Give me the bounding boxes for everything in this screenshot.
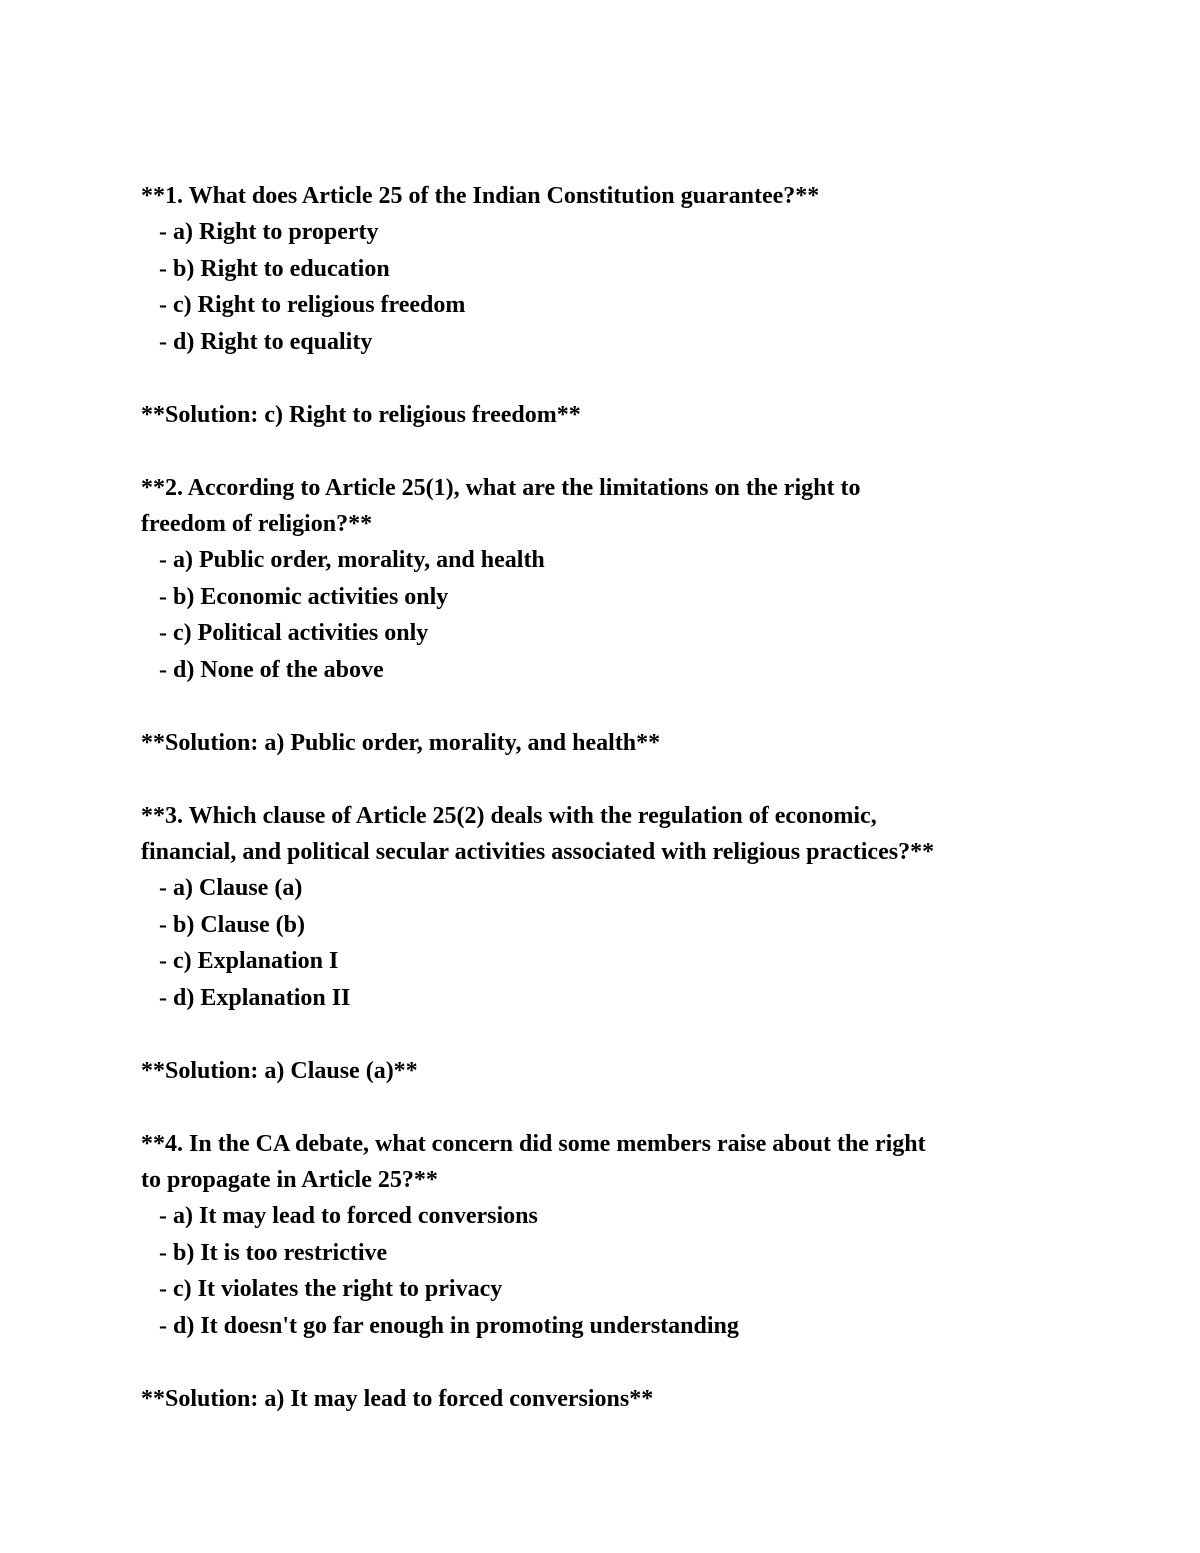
question-3-option-c: - c) Explanation I: [159, 948, 339, 974]
question-3: [141, 798, 1081, 1089]
question-2-option-c: - c) Political activities only: [159, 620, 429, 646]
question-2: [141, 470, 1081, 761]
question-3-line-2: financial, and political secular activities associated with religious practices?**: [141, 839, 935, 865]
question-3-solution: **Solution: a) Clause (a)**: [141, 1058, 418, 1084]
question-2-option-b: - b) Economic activities only: [159, 583, 449, 610]
question-4-line-1: **4. In the CA debate, what concern did some members raise about the right: [141, 1131, 926, 1157]
question-2-options: [141, 542, 1081, 688]
question-4-line-2: to propagate in Article 25?**: [141, 1167, 438, 1193]
question-3-option-a: - a) Clause (a): [159, 875, 303, 901]
question-1-option-c: - c) Right to religious freedom: [159, 292, 466, 318]
question-2-text: [141, 470, 1081, 542]
question-1-solution: **Solution: c) Right to religious freedom**: [141, 402, 581, 428]
question-1-text: [141, 178, 1081, 214]
question-2-option-a: - a) Public order, morality, and health: [159, 547, 545, 573]
question-1-line-1: **1. What does Article 25 of the Indian Constitution guarantee?**: [141, 183, 820, 209]
question-1-options: [141, 214, 1081, 360]
question-1: [141, 178, 1081, 433]
document-body: [141, 178, 1081, 1454]
question-1-option-b: - b) Right to education: [159, 255, 390, 282]
question-4-option-a: - a) It may lead to forced conversions: [159, 1203, 538, 1229]
question-4: [141, 1126, 1081, 1417]
question-2-solution: **Solution: a) Public order, morality, and health**: [141, 730, 661, 756]
question-4-solution: **Solution: a) It may lead to forced conversions**: [141, 1386, 654, 1412]
question-2-option-d: - d) None of the above: [159, 656, 384, 683]
question-3-text: [141, 798, 1081, 870]
question-4-text: [141, 1126, 1081, 1198]
question-1-option-d: - d) Right to equality: [159, 328, 373, 355]
question-2-line-2: freedom of religion?**: [141, 511, 373, 537]
question-4-option-d: - d) It doesn't go far enough in promoting understanding: [159, 1312, 739, 1339]
question-1-option-a: - a) Right to property: [159, 219, 379, 245]
question-2-line-1: **2. According to Article 25(1), what are the limitations on the right to: [141, 475, 861, 501]
question-4-options: [141, 1198, 1081, 1344]
question-3-option-d: - d) Explanation II: [159, 984, 351, 1011]
question-3-line-1: **3. Which clause of Article 25(2) deals with the regulation of economic,: [141, 803, 877, 829]
question-4-option-c: - c) It violates the right to privacy: [159, 1276, 503, 1302]
question-3-options: [141, 870, 1081, 1016]
question-4-option-b: - b) It is too restrictive: [159, 1239, 388, 1266]
question-3-option-b: - b) Clause (b): [159, 911, 306, 938]
